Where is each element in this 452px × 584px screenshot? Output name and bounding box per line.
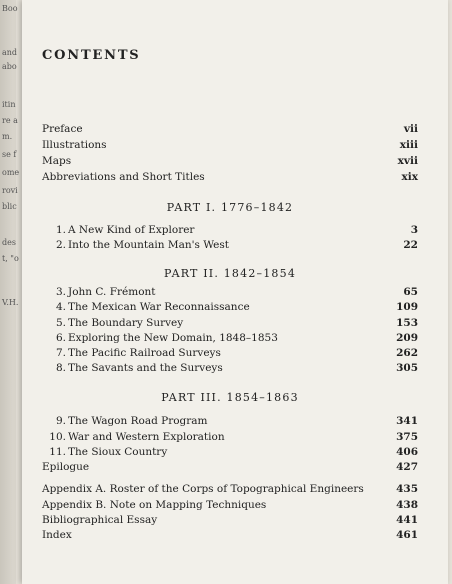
toc-chapter-entry [42,284,418,300]
toc-entry-preface [42,121,418,137]
edge-text: re a [2,116,18,125]
toc-chapter-entry [42,345,418,361]
toc-entry-page: vii [403,123,418,135]
toc-entry-maps [42,153,418,169]
edge-text: se f [2,150,17,159]
toc-entry-page: 441 [396,514,418,526]
chapter-page: 262 [396,347,418,359]
toc-entry-page: xvii [397,155,418,167]
edge-text: abo [2,62,17,71]
chapter-page: 22 [403,239,418,251]
part-heading: PART III. 1854–1863 [161,391,299,404]
chapter-page: 209 [396,332,418,344]
chapter-title: A New Kind of Explorer [68,224,195,236]
toc-entry-bibliographical-essay [42,512,418,528]
edge-text: des [2,238,16,247]
edge-text: ome [2,168,20,177]
toc-entry-label: Illustrations [42,139,107,151]
chapter-page: 305 [396,362,418,374]
toc-entry-label: Bibliographical Essay [42,514,158,526]
toc-entry-label: Index [42,529,72,541]
chapter-page: 375 [396,431,418,443]
toc-entry-page: 461 [396,529,418,541]
chapter-title: Into the Mountain Man's West [68,239,230,251]
toc-chapter-entry [42,222,418,238]
chapter-title: The Pacific Railroad Surveys [68,347,221,359]
toc-entry-page: 438 [396,499,418,511]
edge-text: Boo [2,4,18,13]
edge-text: and [2,48,18,57]
chapter-title: Exploring the New Domain, 1848–1853 [68,332,278,344]
chapter-page: 109 [396,301,418,313]
chapter-number: 7. [55,347,66,359]
chapter-number: 8. [55,362,66,374]
toc-entry-abbreviations [42,169,418,185]
toc-chapter-entry [42,413,418,429]
part-heading: PART II. 1842–1854 [163,267,297,280]
toc-entry-label: Epilogue [42,461,90,473]
chapter-number: 11. [49,446,66,458]
toc-chapter-entry [42,360,418,376]
toc-entry-epilogue [42,459,418,475]
edge-text: m. [2,132,13,141]
chapter-title: John C. Frémont [68,286,156,298]
chapter-number: 6. [55,332,66,344]
edge-text: blic [2,202,17,211]
chapter-page: 341 [396,415,418,427]
toc-entry-label: Appendix B. Note on Mapping Techniques [42,499,267,511]
chapter-number: 10. [49,431,66,443]
toc-entry-illustrations [42,137,418,153]
chapter-title: The Mexican War Reconnaissance [68,301,250,313]
toc-entry-appendix-b [42,497,418,513]
chapter-number: 9. [55,415,66,427]
edge-text: V.H. [2,298,19,307]
toc-entry-label: Abbreviations and Short Titles [42,171,205,183]
toc-entry-appendix-a [42,481,418,497]
toc-entry-label: Maps [42,155,72,167]
toc-entry-page: 427 [396,461,418,473]
chapter-number: 2. [55,239,66,251]
toc-entry-page: xiii [399,139,418,151]
chapter-number: 5. [55,317,66,329]
toc-chapter-entry [42,444,418,460]
chapter-title: The Savants and the Surveys [68,362,223,374]
chapter-page: 406 [396,446,418,458]
chapter-title: The Boundary Survey [68,317,184,329]
toc-chapter-entry [42,429,418,445]
toc-entry-index [42,527,418,543]
toc-chapter-entry [42,315,418,331]
contents-page [22,0,448,584]
edge-text: itin [2,100,16,109]
chapter-page: 153 [396,317,418,329]
chapter-page: 65 [403,286,418,298]
edge-text: t, "o [2,254,19,263]
chapter-number: 1. [55,224,66,236]
toc-chapter-entry [42,299,418,315]
toc-chapter-entry [42,330,418,346]
part-heading: PART I. 1776–1842 [166,201,294,214]
chapter-number: 4. [55,301,66,313]
left-page-edge [0,0,20,584]
chapter-number: 3. [55,286,66,298]
chapter-title: The Sioux Country [68,446,168,458]
chapter-title: The Wagon Road Program [68,415,208,427]
toc-entry-label: Appendix A. Roster of the Corps of Topographical Engineers [42,483,364,495]
edge-text: rovi [2,186,18,195]
toc-entry-page: xix [401,171,418,183]
chapter-page: 3 [410,224,418,236]
toc-chapter-entry [42,237,418,253]
toc-entry-page: 435 [396,483,418,495]
toc-entry-label: Preface [42,123,83,135]
chapter-title: War and Western Exploration [68,431,225,443]
contents-title: CONTENTS [42,48,141,63]
